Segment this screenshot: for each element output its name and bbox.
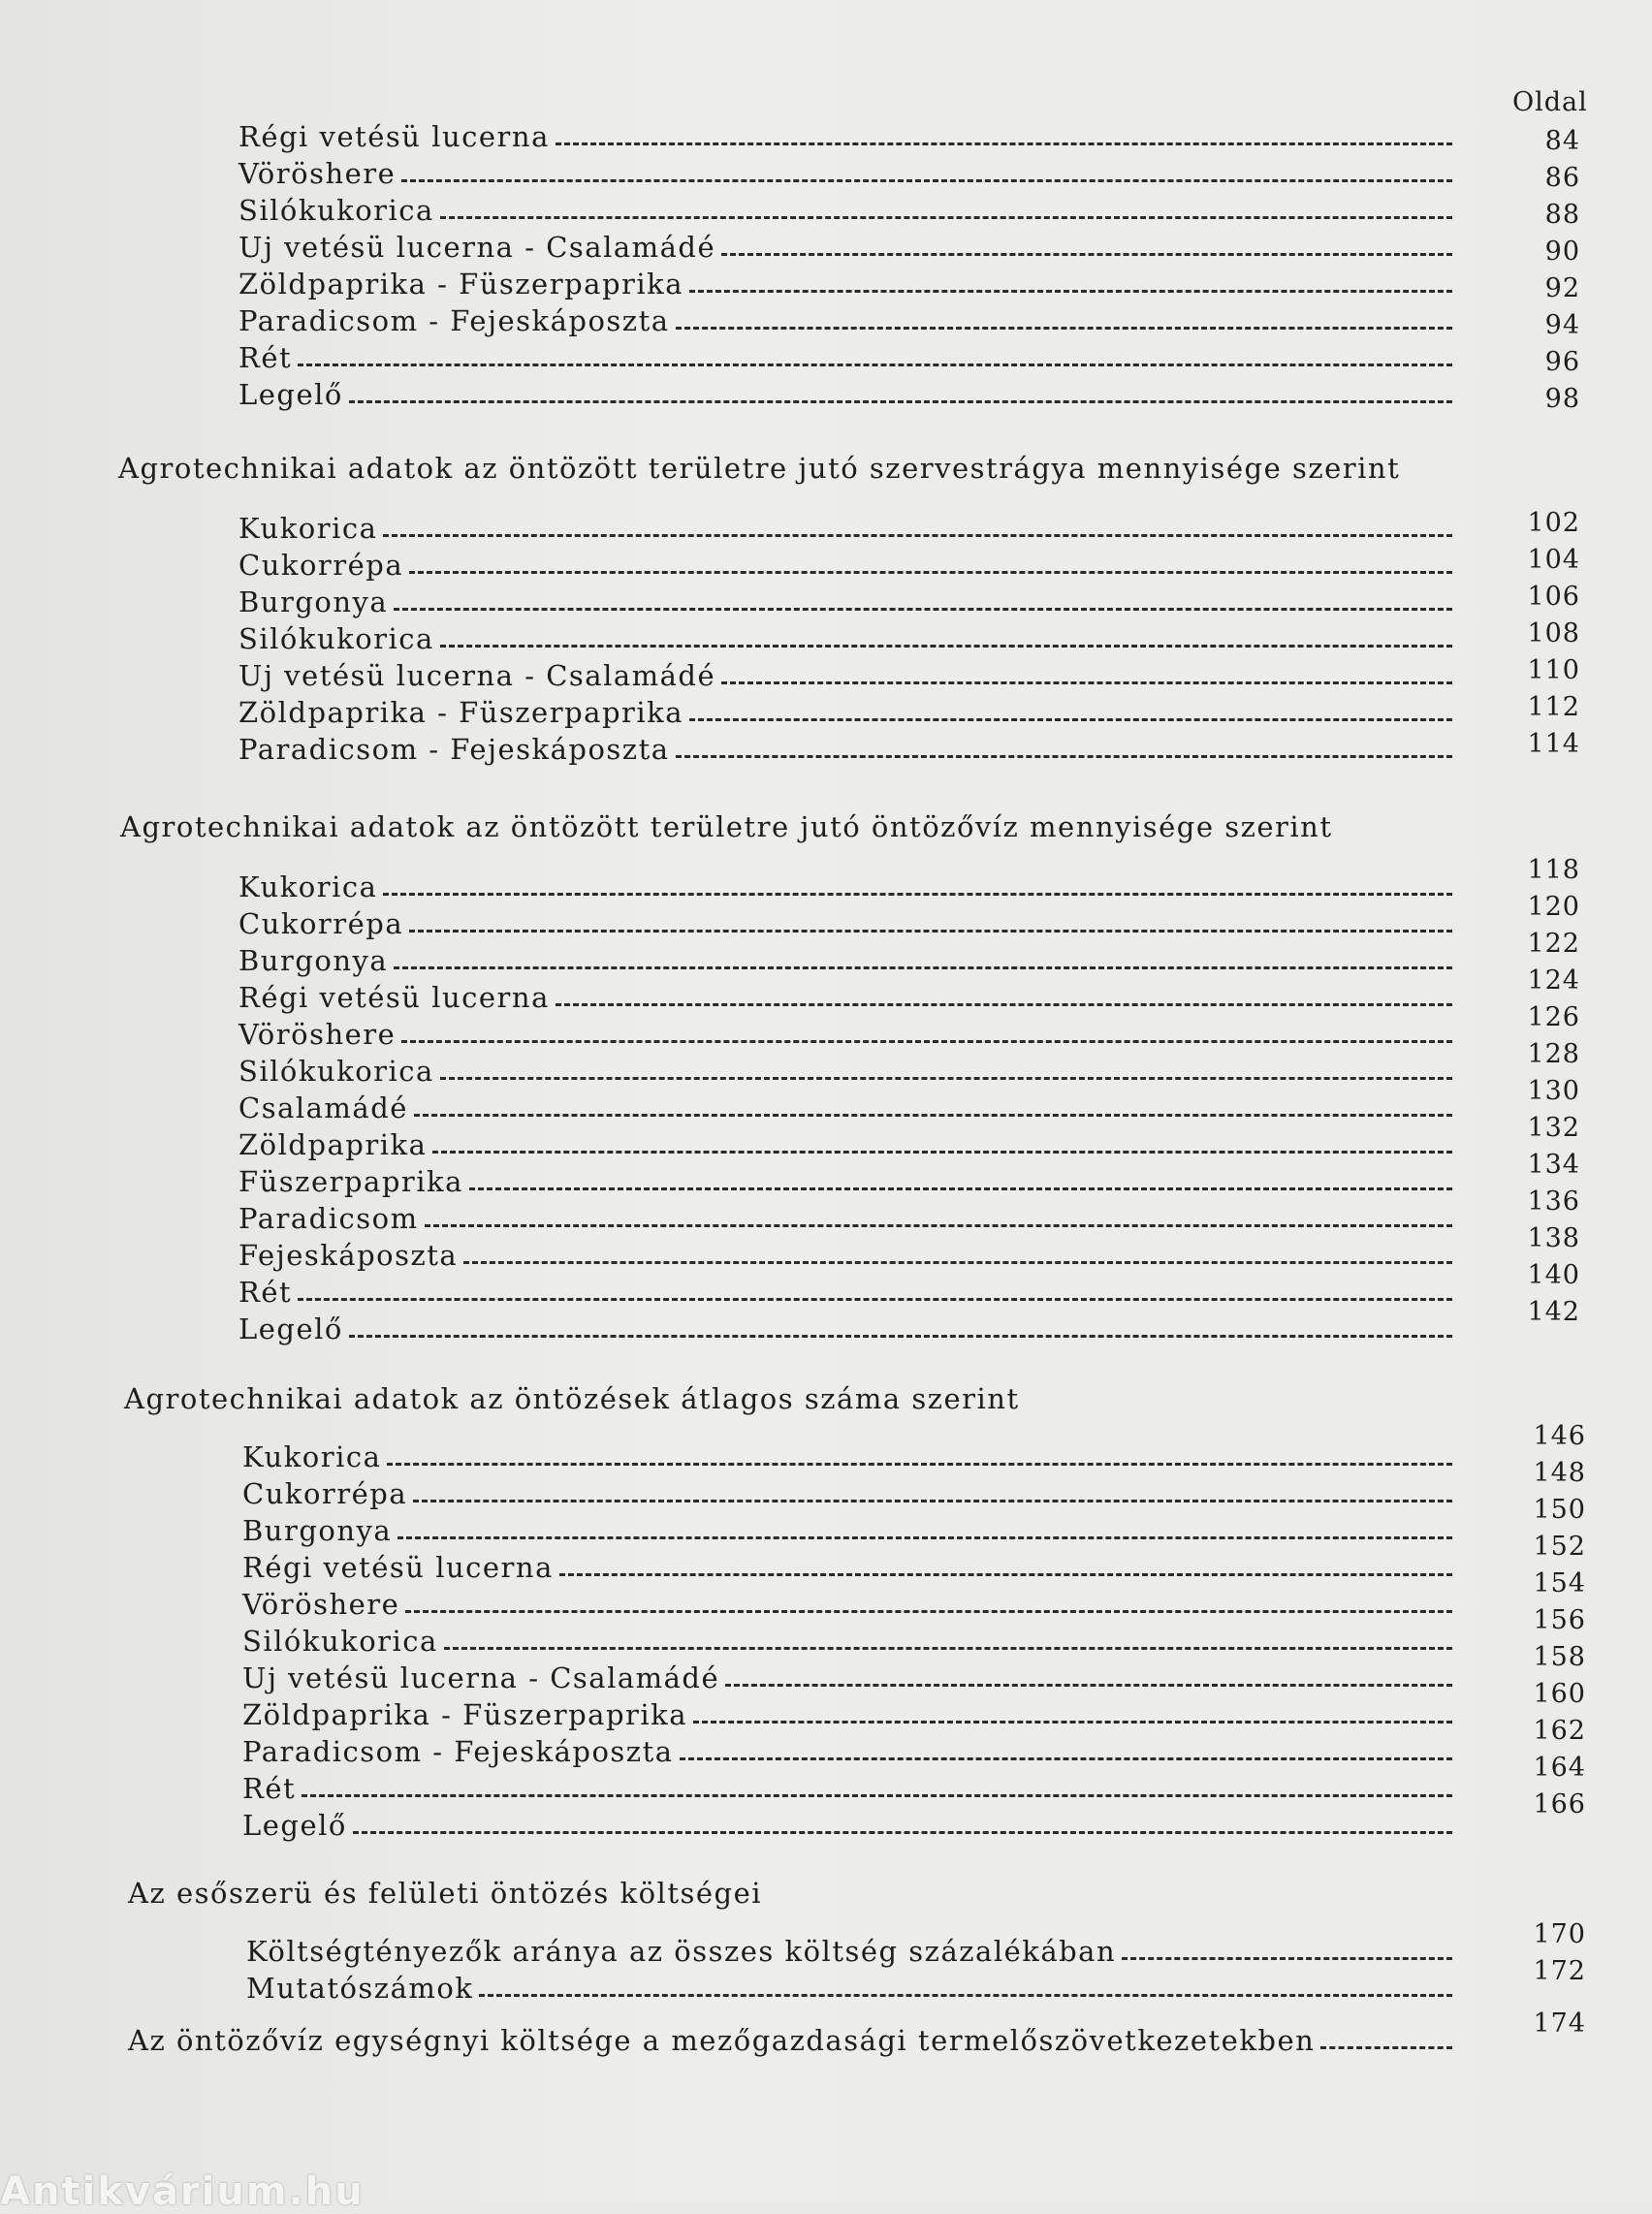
entry-label: Cukorrépa (242, 1477, 408, 1510)
page-number: 110 (1527, 655, 1580, 685)
entry-label: Kukorica (242, 1440, 382, 1473)
toc-entry[interactable] (238, 867, 1452, 903)
page-number: 94 (1544, 310, 1580, 340)
entry-label: Régi vetésü lucerna (238, 981, 550, 1014)
toc-entry[interactable] (238, 227, 1452, 264)
page-number: 122 (1527, 929, 1580, 959)
toc-entry[interactable] (238, 116, 1452, 153)
entry-label: Legelő (238, 1313, 343, 1345)
toc-entry[interactable] (242, 1510, 1452, 1547)
dot-leader (413, 1500, 1452, 1502)
dot-leader (302, 1794, 1452, 1797)
page-number: 158 (1533, 1642, 1586, 1672)
toc-entry[interactable] (238, 153, 1452, 190)
page-number: 112 (1527, 692, 1580, 722)
page-number: 154 (1533, 1568, 1586, 1598)
page-column-header: Oldal (1512, 87, 1588, 117)
dot-leader (405, 1610, 1452, 1613)
dot-leader (444, 1647, 1452, 1650)
page-number: 136 (1527, 1186, 1580, 1217)
page-number: 114 (1527, 729, 1580, 759)
entry-label: Mutatószámok (246, 1972, 474, 2005)
dot-leader (676, 327, 1452, 330)
toc-entry[interactable] (242, 1731, 1452, 1768)
dot-leader (349, 1335, 1452, 1338)
toc-entry[interactable] (128, 2020, 1452, 2057)
toc-entry[interactable] (242, 1473, 1452, 1510)
toc-entry[interactable] (242, 1658, 1452, 1694)
dot-leader (559, 1573, 1452, 1576)
dot-leader (440, 645, 1452, 648)
entry-label: Uj vetésü lucerna - Csalamádé (238, 231, 716, 264)
dot-leader (440, 1077, 1452, 1080)
page-number: 120 (1527, 892, 1580, 922)
dot-leader (383, 893, 1452, 896)
page-number: 162 (1533, 1716, 1586, 1746)
dot-leader (353, 1831, 1452, 1834)
page-number: 130 (1527, 1076, 1580, 1106)
toc-entry[interactable] (238, 545, 1452, 582)
entry-label: Cukorrépa (238, 549, 404, 582)
section-heading: Az esőszerü és felületi öntözés költségei (128, 1877, 763, 1910)
toc-entry[interactable] (238, 264, 1452, 300)
toc-entry[interactable] (238, 618, 1452, 655)
dot-leader (401, 179, 1452, 182)
entry-label: Régi vetésü lucerna (242, 1551, 554, 1584)
page-number: 102 (1527, 508, 1580, 538)
entry-label: Füszerpaprika (238, 1165, 463, 1198)
toc-entry[interactable] (242, 1621, 1452, 1658)
page-number: 142 (1527, 1297, 1580, 1327)
entry-label: Rét (242, 1772, 297, 1805)
entry-label: Paradicsom (238, 1202, 419, 1235)
page-number: 96 (1544, 347, 1580, 377)
entry-label: Kukorica (238, 870, 378, 903)
toc-entry[interactable] (238, 940, 1452, 977)
toc-entry[interactable] (238, 1088, 1452, 1124)
toc-entry[interactable] (238, 1198, 1452, 1235)
page-number: 152 (1533, 1532, 1586, 1562)
dot-leader (414, 1114, 1452, 1117)
page-number: 86 (1544, 163, 1580, 193)
section-heading: Agrotechnikai adatok az öntözött területre jutó öntözővíz mennyisége szerint (120, 810, 1333, 843)
toc-entry[interactable] (238, 1272, 1452, 1309)
dot-leader (676, 755, 1452, 758)
toc-entry[interactable] (238, 729, 1452, 766)
entry-label: Rét (238, 341, 293, 374)
page-number: 164 (1533, 1753, 1586, 1783)
toc-entry[interactable] (238, 655, 1452, 692)
toc-entry[interactable] (246, 1968, 1452, 2005)
page-number: 150 (1533, 1495, 1586, 1525)
dot-leader (556, 142, 1452, 145)
toc-entry[interactable] (238, 903, 1452, 940)
page-number: 92 (1544, 273, 1580, 303)
dot-leader (689, 290, 1452, 293)
page-number: 90 (1544, 237, 1580, 267)
dot-leader (383, 534, 1452, 537)
toc-entry[interactable] (238, 1235, 1452, 1272)
entry-label: Zöldpaprika - Füszerpaprika (238, 268, 684, 300)
page-number: 174 (1533, 2008, 1586, 2039)
entry-label: Silókukorica (238, 1055, 434, 1088)
page-number: 134 (1527, 1150, 1580, 1180)
entry-label: Vöröshere (238, 1018, 397, 1051)
section-heading: Agrotechnikai adatok az öntözött területre jutó szervestrágya mennyisége szerint (118, 452, 1401, 485)
toc-entry[interactable] (242, 1694, 1452, 1731)
toc-entry[interactable] (238, 1161, 1452, 1198)
dot-leader (463, 1261, 1452, 1264)
dot-leader (440, 216, 1452, 219)
page-number: 106 (1527, 582, 1580, 612)
watermark: Antikvárium.hu (0, 2169, 365, 2214)
page-number: 84 (1544, 126, 1580, 156)
dot-leader (469, 1187, 1452, 1190)
entry-label: Vöröshere (242, 1588, 400, 1621)
toc-entry[interactable] (238, 1051, 1452, 1088)
page-number: 132 (1527, 1113, 1580, 1143)
page-number: 88 (1544, 200, 1580, 230)
dot-leader (693, 1721, 1452, 1724)
toc-entry[interactable] (238, 337, 1452, 374)
toc-entry[interactable] (238, 300, 1452, 337)
entry-label: Paradicsom - Fejeskáposzta (242, 1735, 674, 1768)
dot-leader (680, 1757, 1452, 1760)
entry-label: Paradicsom - Fejeskáposzta (238, 733, 670, 766)
page-number: 124 (1527, 965, 1580, 996)
entry-label: Az öntözővíz egységnyi költsége a mezőgazdasági termelőszövetkezetekben (128, 2024, 1316, 2057)
dot-leader (725, 1684, 1452, 1687)
toc-entry[interactable] (238, 508, 1452, 545)
page-number: 172 (1533, 1956, 1586, 1986)
entry-label: Költségtényezők aránya az összes költség százalékában (246, 1935, 1117, 1968)
dot-leader (394, 966, 1452, 969)
page-number: 140 (1527, 1260, 1580, 1290)
dot-leader (387, 1463, 1452, 1466)
dot-leader (349, 400, 1452, 403)
entry-label: Rét (238, 1276, 293, 1309)
page-number: 108 (1527, 618, 1580, 648)
dot-leader (556, 1003, 1452, 1006)
page-number: 156 (1533, 1605, 1586, 1635)
entry-label: Kukorica (238, 512, 378, 545)
page-number: 118 (1527, 855, 1580, 885)
page-number: 166 (1533, 1789, 1586, 1819)
page-number: 98 (1544, 384, 1580, 414)
toc-entry[interactable] (238, 374, 1452, 411)
dot-leader (1320, 2046, 1452, 2049)
dot-leader (689, 718, 1452, 721)
entry-label: Csalamádé (238, 1091, 408, 1124)
toc-entry[interactable] (238, 692, 1452, 729)
entry-label: Zöldpaprika (238, 1128, 428, 1161)
entry-label: Burgonya (238, 944, 389, 977)
entry-label: Legelő (238, 378, 343, 411)
dot-leader (479, 1994, 1452, 1997)
toc-entry[interactable] (238, 582, 1452, 618)
dot-leader (409, 571, 1452, 574)
entry-label: Silókukorica (238, 622, 434, 655)
entry-label: Paradicsom - Fejeskáposzta (238, 304, 670, 337)
page-number: 104 (1527, 545, 1580, 575)
toc-entry[interactable] (238, 190, 1452, 227)
entry-label: Silókukorica (238, 194, 434, 227)
page-number: 126 (1527, 1002, 1580, 1032)
dot-leader (432, 1151, 1452, 1154)
dot-leader (1122, 1957, 1452, 1960)
dot-leader (397, 1536, 1452, 1539)
dot-leader (721, 681, 1452, 684)
page-number: 146 (1533, 1421, 1586, 1451)
page-number: 170 (1533, 1919, 1586, 1949)
dot-leader (298, 364, 1452, 366)
toc-entry[interactable] (246, 1931, 1452, 1968)
entry-label: Uj vetésü lucerna - Csalamádé (242, 1661, 720, 1694)
dot-leader (721, 253, 1452, 256)
section-heading: Agrotechnikai adatok az öntözések átlagos száma szerint (124, 1382, 1020, 1415)
dot-leader (298, 1298, 1452, 1301)
entry-label: Cukorrépa (238, 907, 404, 940)
dot-leader (425, 1224, 1452, 1227)
entry-label: Burgonya (242, 1514, 393, 1547)
toc-entry[interactable] (242, 1437, 1452, 1473)
entry-label: Silókukorica (242, 1625, 438, 1658)
page-number: 148 (1533, 1458, 1586, 1488)
toc-entry[interactable] (242, 1768, 1452, 1805)
dot-leader (401, 1040, 1452, 1043)
entry-label: Burgonya (238, 585, 389, 618)
entry-label: Zöldpaprika - Füszerpaprika (238, 696, 684, 729)
entry-label: Uj vetésü lucerna - Csalamádé (238, 659, 716, 692)
entry-label: Fejeskáposzta (238, 1239, 459, 1272)
entry-label: Zöldpaprika - Füszerpaprika (242, 1698, 688, 1731)
toc-entry[interactable] (242, 1805, 1452, 1842)
entry-label: Régi vetésü lucerna (238, 120, 550, 153)
page-number: 128 (1527, 1039, 1580, 1069)
dot-leader (394, 608, 1452, 611)
dot-leader (409, 930, 1452, 933)
toc-entry[interactable] (242, 1584, 1452, 1621)
page-number: 138 (1527, 1223, 1580, 1253)
toc-entry[interactable] (238, 1309, 1452, 1345)
entry-label: Vöröshere (238, 157, 397, 190)
toc-entry[interactable] (242, 1547, 1452, 1584)
entry-label: Legelő (242, 1809, 347, 1842)
toc-entry[interactable] (238, 1014, 1452, 1051)
toc-entry[interactable] (238, 977, 1452, 1014)
toc-entry[interactable] (238, 1124, 1452, 1161)
page-number: 160 (1533, 1679, 1586, 1709)
